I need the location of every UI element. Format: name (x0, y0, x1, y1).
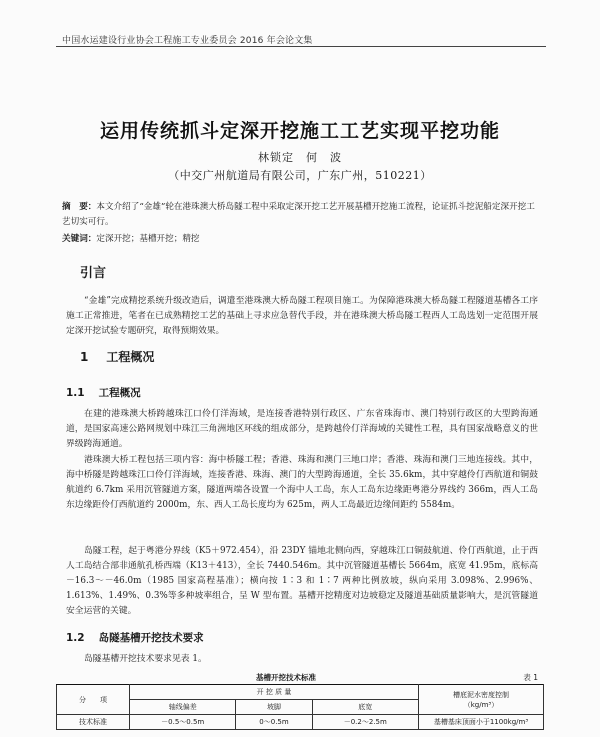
running-header: 中国水运建设行业协会工程施工专业委员会 2016 年会论文集 (62, 36, 313, 46)
section-1-2-number: 1.2 (66, 632, 85, 644)
section-1-2-title: 岛隧基槽开挖技术要求 (98, 632, 204, 644)
table-cell-density: 基槽基床顶面小于1100kg/m³ (419, 715, 544, 730)
section-1-1-paragraph-1: 在建的港珠澳大桥跨越珠江口伶仃洋海域，是连接香港特别行政区、广东省珠海市、澳门特别行政区的大型跨海通道，是国家高速公路网规划中珠江三角洲地区环线的组成部分，是跨越伶仃洋海域的关键性工程，具有国家战略意义的世界级跨海通道。 (66, 409, 538, 449)
table-header-precision: 开 挖 质 量 (130, 685, 419, 700)
table-header-item: 分 项 (57, 685, 130, 715)
table-1 (56, 684, 544, 730)
table-header-density-unit: （kg/m³） (463, 700, 499, 709)
intro-paragraph: “金雄”完成精挖系统升级改造后，调遣至港珠澳大桥岛隧工程项目施工。为保障港珠澳大桥岛隧工程隧道基槽各工序施工正常推进，笔者在已成熟精挖工艺的基础上寻求应急替代手段，并在港珠澳大桥岛隧工程西人工岛选划一定范围开展定深开挖试验专题研究，取得预期效果。 (66, 296, 538, 336)
abstract (62, 200, 540, 230)
section-1-title: 工程概况 (106, 350, 155, 364)
table-cell-floor: －0.2～2.5m (312, 715, 418, 730)
section-1-heading (80, 348, 154, 365)
table-header-density (419, 685, 544, 715)
table-header-density-label: 槽底泥水密度控制 (453, 690, 509, 699)
section-1-2-heading (66, 630, 204, 645)
section-1-number: 1 (80, 350, 89, 364)
section-1-1-number: 1.1 (66, 387, 85, 399)
keywords (62, 232, 540, 246)
keywords-label: 关键词： (62, 234, 97, 244)
keywords-text: 定深开挖；基槽开挖；精挖 (96, 234, 200, 244)
section-1-1-title: 工程概况 (98, 387, 141, 399)
table-header-row (57, 685, 544, 700)
section-1-2-paragraph-1: 岛隧基槽开挖技术要求见表 1。 (84, 654, 207, 664)
abstract-text: 本文介绍了“金雄”轮在港珠澳大桥岛隧工程中采取定深开挖工艺开展基槽开挖施工流程，论证抓斗挖泥船定深开挖工艺切实可行。 (62, 202, 535, 227)
paper-authors: 林锁定 何 波 (258, 151, 342, 164)
header-rule (56, 46, 546, 47)
paper-affiliation: （中交广州航道局有限公司，广东广州，510221） (168, 169, 432, 182)
table-row (57, 715, 544, 730)
intro-heading: 引言 (80, 266, 107, 281)
paper-title: 运用传统抓斗定深开挖施工工艺实现平挖功能 (99, 120, 500, 142)
table-1-number: 表 1 (523, 673, 538, 682)
table-cell-axis: －0.5～0.5m (130, 715, 236, 730)
table-1-title: 基槽开挖技术标准 (256, 673, 316, 682)
abstract-label: 摘 要： (62, 202, 97, 212)
section-1-1-heading (66, 385, 141, 400)
section-1-1-paragraph-3: 岛隧工程，起于粤港分界线（K5＋972.454），沿 23DY 锚地北侧向西，穿越珠江口铜鼓航道、伶仃西航道，止于西人工岛结合部非通航孔桥西端（K13＋413），全长 7440.546m。其中沉管隧道基槽长 5664m，底宽 41.95m，底标高－16.3～－46.0m（1985 国家高程基准）；横向按 1∶3 和 1∶7 两种比例放坡，纵向采用 3.098%、2.996%、1.613%、1.49%、0.3%等多种坡率组合，呈 W 型布置。基槽开挖精度对边坡稳定及隧道基础质量影响大，是沉管隧道安全运营的关键。 (66, 546, 538, 616)
section-1-1-paragraph-2: 港珠澳大桥工程包括三项内容：海中桥隧工程；香港、珠海和澳门三地口岸；香港、珠海和澳门三地连接线。其中，海中桥隧是跨越珠江口伶仃洋海域，连接香港、珠海、澳门的大型跨海通道，全长 35.6km，其中穿越伶仃西航道和铜鼓航道约 6.7km 采用沉管隧道方案，隧道两端各设置一个海中人工岛，东人工岛东边缘距粤港分界线约 366m，西人工岛东边缘距伶仃西航道约 2000m，东、西人工岛长度均为 625m，两人工岛最近边缘间距约 5584m。 (66, 455, 538, 510)
table-header-slope: 坡脚 (236, 700, 312, 715)
table-cell-slope: 0～0.5m (236, 715, 312, 730)
table-header-floor: 底宽 (312, 700, 418, 715)
table-header-axis: 轴线偏差 (130, 700, 236, 715)
table-cell-item: 技术标准 (57, 715, 130, 730)
